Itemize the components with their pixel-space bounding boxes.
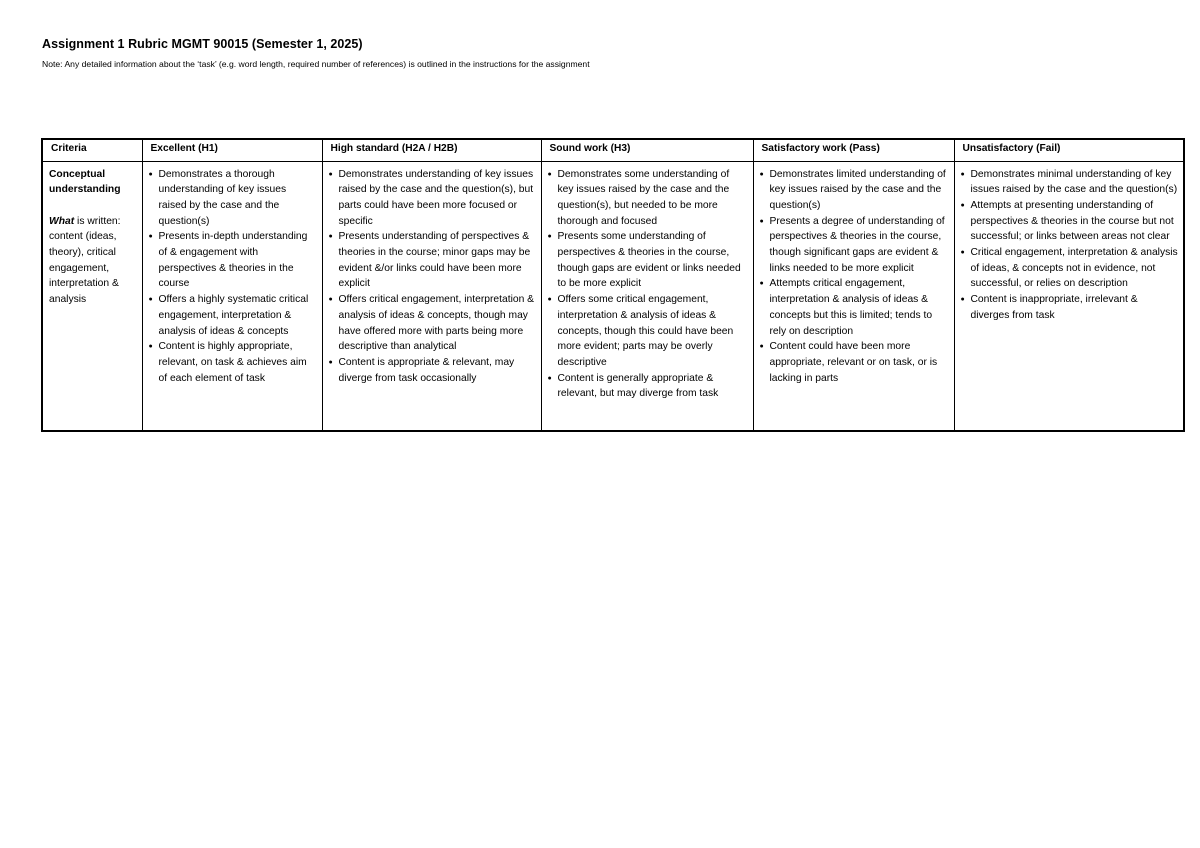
level-cell-excellent: [142, 161, 322, 431]
descriptor-item: ● Content is highly appropriate, relevant, on task & achieves aim of each element of task: [149, 339, 317, 386]
criterion-what-label: What: [49, 215, 75, 227]
descriptor-item: ● Demonstrates minimal understanding of key issues raised by the case and the question(s): [961, 167, 1179, 198]
header-criteria: Criteria: [42, 139, 142, 161]
header-unsatisfactory: Unsatisfactory (Fail): [954, 139, 1184, 161]
header-satisfactory: Satisfactory work (Pass): [753, 139, 954, 161]
descriptor-list: [329, 167, 536, 387]
document-note: Note: Any detailed information about the ‘task’ (e.g. word length, required number of references) is outlined in the instructions for the assignment: [42, 59, 590, 69]
descriptor-item: ● Demonstrates a thorough understanding of key issues raised by the case and the question(s): [149, 167, 317, 230]
criterion-cell: [42, 161, 142, 431]
level-cell-high-standard: [322, 161, 541, 431]
descriptor-item: ● Attempts critical engagement, interpretation & analysis of ideas & concepts but this is limited; tends to rely on description: [760, 276, 949, 339]
descriptor-item: ● Presents understanding of perspectives & theories in the course; minor gaps may be evident &/or links could have been more explicit: [329, 229, 536, 292]
descriptor-item: ● Attempts at presenting understanding of perspectives & theories in the course but not successful; or links between areas not clear: [961, 198, 1179, 245]
rubric-row-conceptual-understanding: [42, 161, 1184, 431]
descriptor-list: [961, 167, 1179, 324]
rubric-header-row: [42, 139, 1184, 161]
criterion-description: [49, 214, 137, 308]
descriptor-list: [760, 167, 949, 387]
descriptor-item: ● Content is inappropriate, irrelevant & diverges from task: [961, 292, 1179, 323]
descriptor-item: ● Offers critical engagement, interpretation & analysis of ideas & concepts, though may have offered more with parts being more descriptive than analytical: [329, 292, 536, 355]
descriptor-item: ● Demonstrates some understanding of key issues raised by the case and the question(s), but needed to be more thorough and focused: [548, 167, 748, 230]
descriptor-item: ● Presents some understanding of perspectives & theories in the course, though gaps are evident or links needed to be more explicit: [548, 229, 748, 292]
descriptor-item: ● Content is generally appropriate & relevant, but may diverge from task: [548, 371, 748, 402]
rubric-table: [41, 138, 1185, 432]
descriptor-item: ● Demonstrates understanding of key issues raised by the case and the question(s), but parts could have been more focused or specific: [329, 167, 536, 230]
descriptor-item: ● Demonstrates limited understanding of key issues raised by the case and the question(s): [760, 167, 949, 214]
descriptor-item: ● Critical engagement, interpretation & analysis of ideas, & concepts not in evidence, not successful, or relies on description: [961, 245, 1179, 292]
descriptor-item: ● Presents in-depth understanding of & engagement with perspectives & theories in the course: [149, 229, 317, 292]
document-title: Assignment 1 Rubric MGMT 90015 (Semester 1, 2025): [42, 37, 363, 51]
header-sound-work: Sound work (H3): [541, 139, 753, 161]
descriptor-list: [149, 167, 317, 387]
level-cell-unsatisfactory: [954, 161, 1184, 431]
level-cell-sound-work: [541, 161, 753, 431]
descriptor-item: ● Content could have been more appropriate, relevant or on task, or is lacking in parts: [760, 339, 949, 386]
descriptor-item: ● Offers a highly systematic critical engagement, interpretation & analysis of ideas & concepts: [149, 292, 317, 339]
descriptor-item: ● Presents a degree of understanding of perspectives & theories in the course, though significant gaps are evident & links needed to be more explicit: [760, 214, 949, 277]
descriptor-item: ● Content is appropriate & relevant, may diverge from task occasionally: [329, 355, 536, 386]
criterion-what-text: is written: content (ideas, theory), critical engagement, interpretation & analysis: [49, 215, 121, 306]
descriptor-item: ● Offers some critical engagement, interpretation & analysis of ideas & concepts, though this could have been more evident; parts may be overly descriptive: [548, 292, 748, 371]
descriptor-list: [548, 167, 748, 403]
header-excellent: Excellent (H1): [142, 139, 322, 161]
criterion-name: Conceptual understanding: [49, 168, 121, 196]
header-high-standard: High standard (H2A / H2B): [322, 139, 541, 161]
level-cell-satisfactory: [753, 161, 954, 431]
